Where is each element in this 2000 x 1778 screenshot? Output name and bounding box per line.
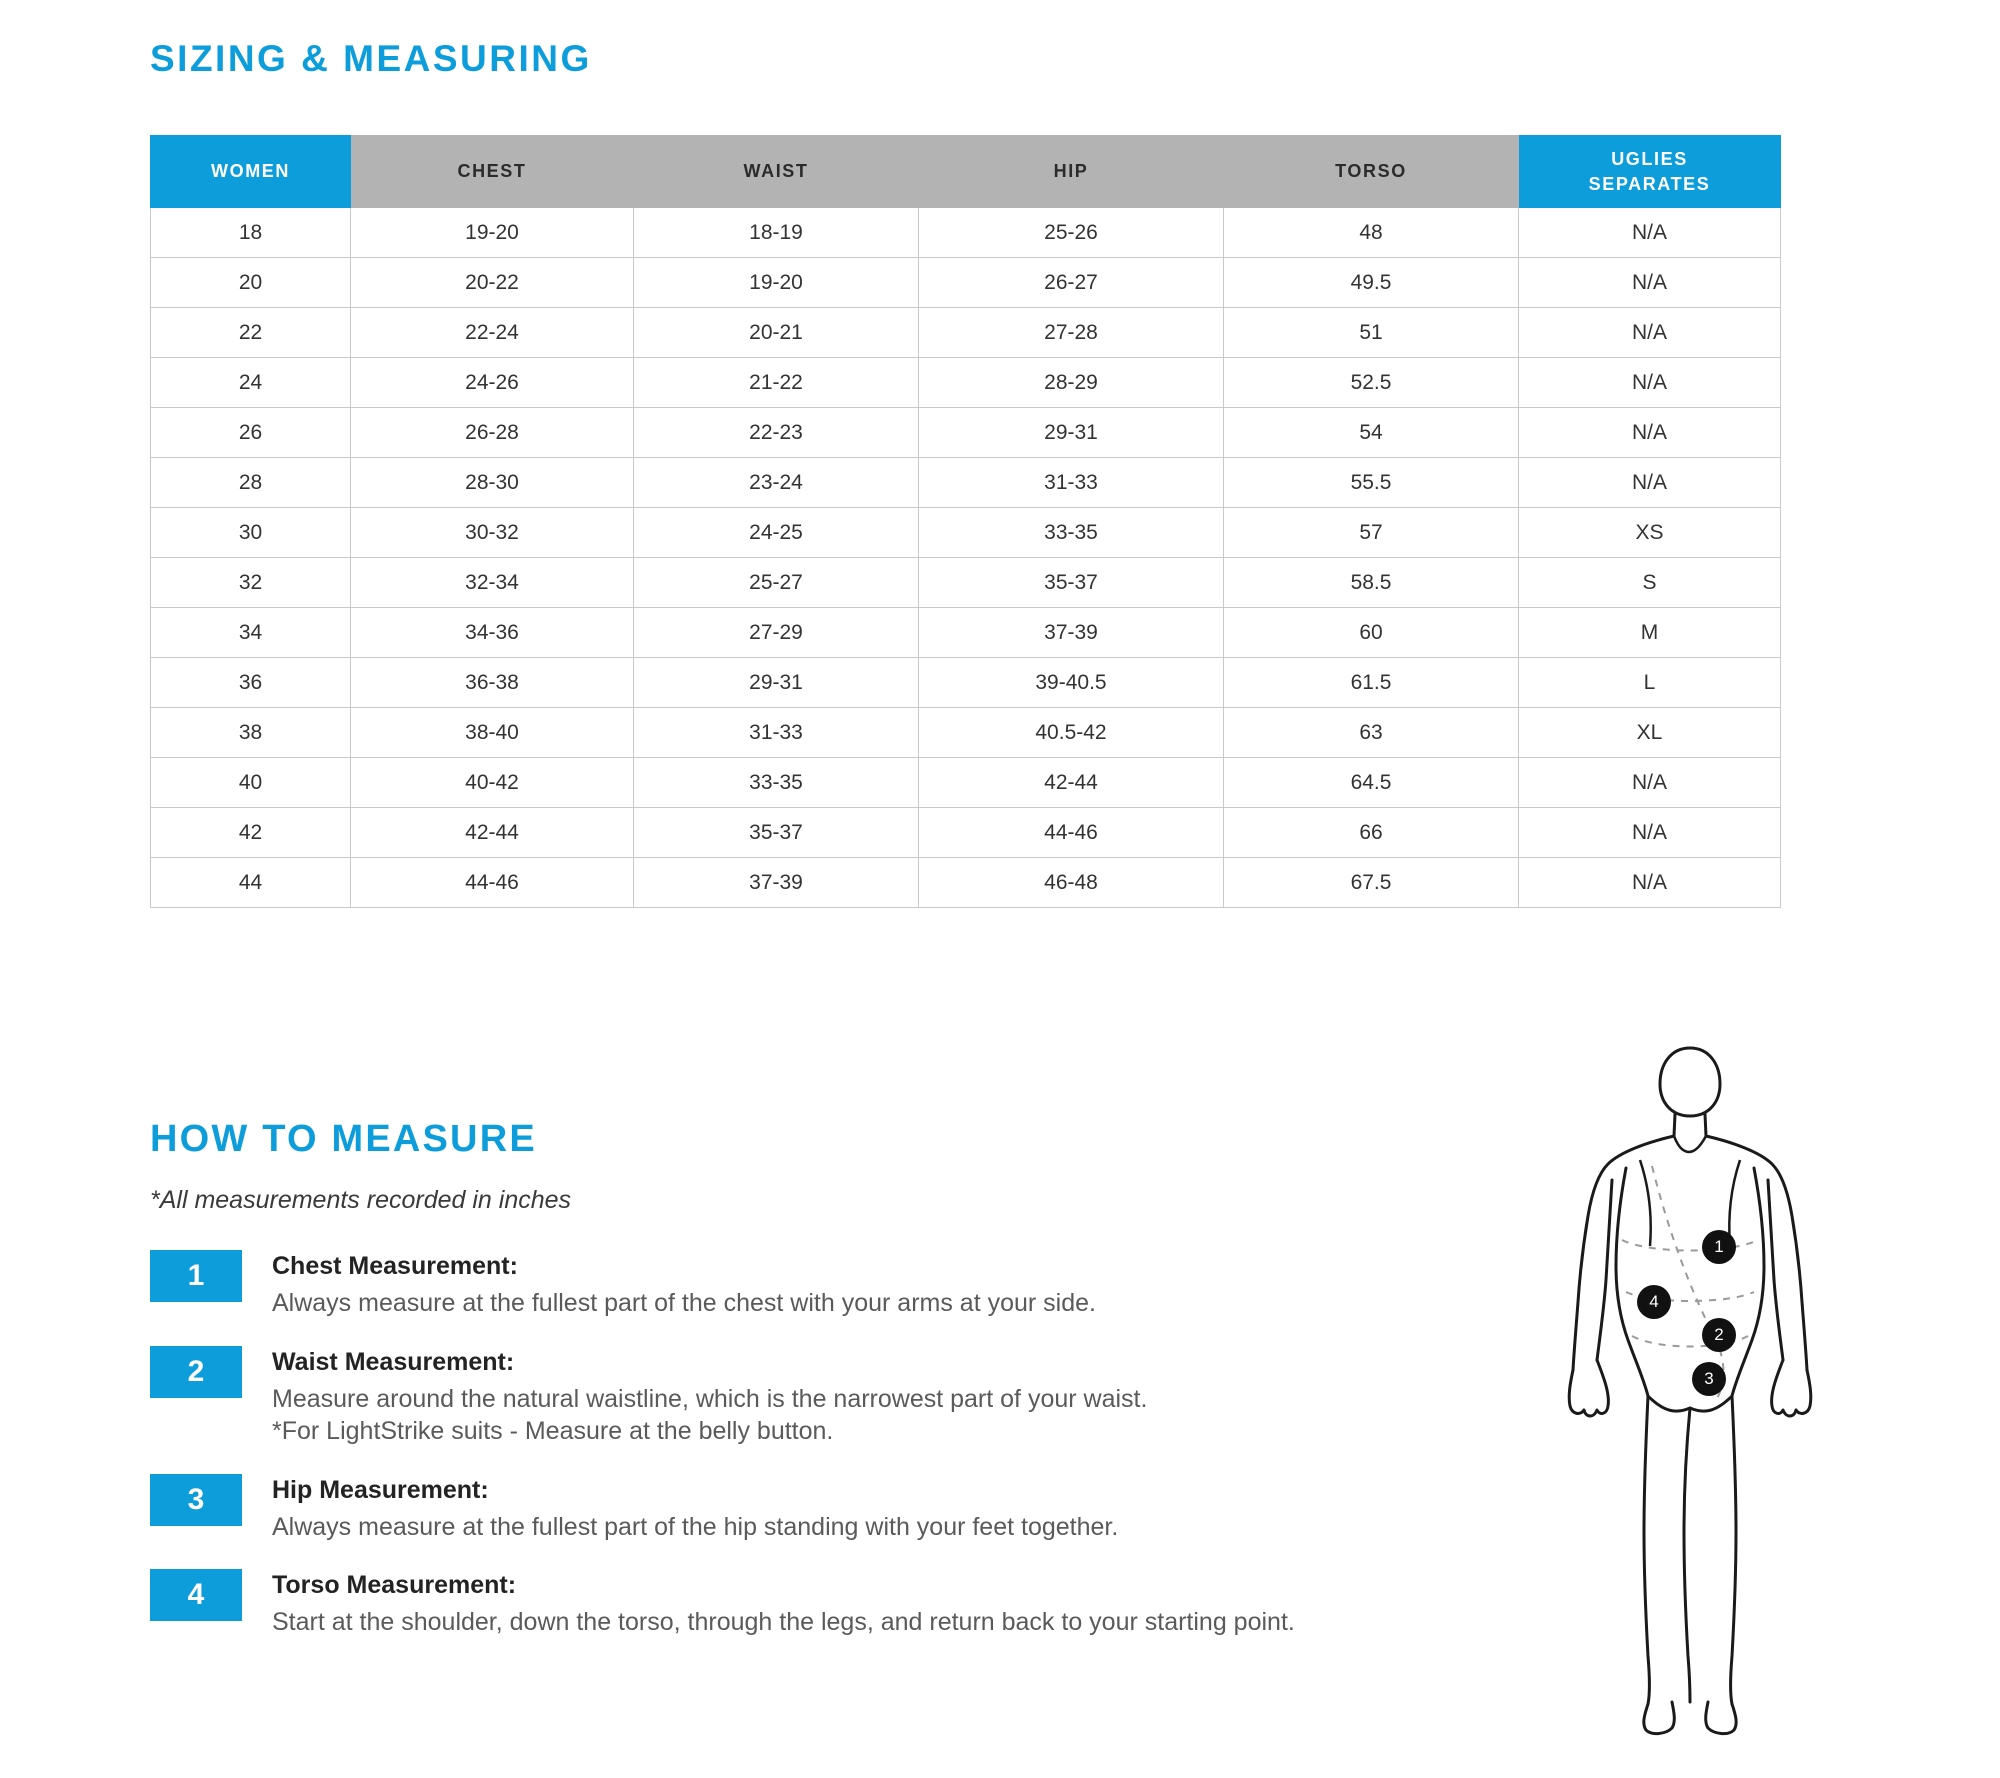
cell-uglies: S — [1519, 558, 1781, 608]
column-header-uglies-separates — [1519, 136, 1781, 208]
cell-torso: 55.5 — [1224, 458, 1519, 508]
figure-badge-chest: 1 — [1702, 1230, 1736, 1264]
cell-waist: 20-21 — [634, 308, 919, 358]
list-item — [150, 1569, 1510, 1639]
cell-women: 20 — [151, 258, 351, 308]
cell-uglies: M — [1519, 608, 1781, 658]
measurement-figure — [1540, 1040, 1840, 1740]
cell-chest: 19-20 — [351, 208, 634, 258]
cell-hip: 28-29 — [919, 358, 1224, 408]
cell-torso: 51 — [1224, 308, 1519, 358]
cell-torso: 54 — [1224, 408, 1519, 458]
cell-waist: 22-23 — [634, 408, 919, 458]
cell-torso: 61.5 — [1224, 658, 1519, 708]
table-row — [151, 508, 1781, 558]
figure-badge-waist: 2 — [1702, 1318, 1736, 1352]
cell-hip: 31-33 — [919, 458, 1224, 508]
table-row — [151, 808, 1781, 858]
step-number-badge-3: 3 — [150, 1474, 242, 1526]
step-number-badge-4: 4 — [150, 1569, 242, 1621]
body-diagram-icon — [1540, 1040, 1840, 1740]
step-body — [272, 1346, 1147, 1448]
cell-hip: 35-37 — [919, 558, 1224, 608]
cell-torso: 63 — [1224, 708, 1519, 758]
table-row — [151, 408, 1781, 458]
cell-chest: 44-46 — [351, 858, 634, 908]
cell-uglies: N/A — [1519, 258, 1781, 308]
cell-women: 32 — [151, 558, 351, 608]
size-chart-container — [150, 135, 1780, 908]
uglies-line-1: UGLIES — [1611, 149, 1688, 170]
cell-hip: 44-46 — [919, 808, 1224, 858]
cell-waist: 23-24 — [634, 458, 919, 508]
cell-chest: 42-44 — [351, 808, 634, 858]
column-header-torso: TORSO — [1224, 136, 1519, 208]
step-body — [272, 1569, 1295, 1639]
cell-uglies: N/A — [1519, 208, 1781, 258]
cell-chest: 26-28 — [351, 408, 634, 458]
cell-torso: 66 — [1224, 808, 1519, 858]
cell-torso: 64.5 — [1224, 758, 1519, 808]
cell-waist: 18-19 — [634, 208, 919, 258]
step-heading: Waist Measurement: — [272, 1347, 515, 1376]
cell-torso: 67.5 — [1224, 858, 1519, 908]
list-item — [150, 1250, 1510, 1320]
cell-waist: 37-39 — [634, 858, 919, 908]
cell-waist: 21-22 — [634, 358, 919, 408]
cell-uglies: XL — [1519, 708, 1781, 758]
cell-uglies: L — [1519, 658, 1781, 708]
cell-women: 18 — [151, 208, 351, 258]
column-header-waist: WAIST — [634, 136, 919, 208]
cell-women: 26 — [151, 408, 351, 458]
step-heading: Torso Measurement: — [272, 1571, 517, 1599]
cell-torso: 60 — [1224, 608, 1519, 658]
column-header-women: WOMEN — [151, 136, 351, 208]
column-header-chest: CHEST — [351, 136, 634, 208]
cell-women: 30 — [151, 508, 351, 558]
cell-women: 38 — [151, 708, 351, 758]
table-row — [151, 658, 1781, 708]
cell-hip: 29-31 — [919, 408, 1224, 458]
step-text: Always measure at the fullest part of the chest with your arms at your side. — [272, 1289, 1096, 1317]
step-body — [272, 1250, 1096, 1320]
measurement-steps-list — [150, 1250, 1510, 1665]
cell-women: 44 — [151, 858, 351, 908]
cell-uglies: XS — [1519, 508, 1781, 558]
column-header-hip: HIP — [919, 136, 1224, 208]
step-body — [272, 1474, 1118, 1544]
table-row — [151, 308, 1781, 358]
cell-torso: 48 — [1224, 208, 1519, 258]
cell-torso: 57 — [1224, 508, 1519, 558]
cell-chest: 38-40 — [351, 708, 634, 758]
measurement-units-note: *All measurements recorded in inches — [150, 1186, 572, 1214]
cell-women: 22 — [151, 308, 351, 358]
cell-waist: 27-29 — [634, 608, 919, 658]
cell-chest: 34-36 — [351, 608, 634, 658]
step-number-badge-2: 2 — [150, 1346, 242, 1398]
cell-torso: 52.5 — [1224, 358, 1519, 408]
cell-chest: 36-38 — [351, 658, 634, 708]
cell-waist: 35-37 — [634, 808, 919, 858]
cell-women: 34 — [151, 608, 351, 658]
step-text: Measure around the natural waistline, which is the narrowest part of your waist. — [272, 1384, 1148, 1413]
cell-hip: 39-40.5 — [919, 658, 1224, 708]
cell-chest: 24-26 — [351, 358, 634, 408]
step-heading: Hip Measurement: — [272, 1475, 489, 1504]
step-text: Start at the shoulder, down the torso, through the legs, and return back to your starting point. — [272, 1608, 1295, 1636]
cell-waist: 24-25 — [634, 508, 919, 558]
cell-waist: 25-27 — [634, 558, 919, 608]
figure-badge-hip: 3 — [1692, 1362, 1726, 1396]
cell-chest: 40-42 — [351, 758, 634, 808]
how-to-measure-title: HOW TO MEASURE — [150, 1118, 537, 1160]
step-text: Always measure at the fullest part of the hip standing with your feet together. — [272, 1512, 1119, 1541]
cell-hip: 25-26 — [919, 208, 1224, 258]
table-row — [151, 208, 1781, 258]
cell-waist: 19-20 — [634, 258, 919, 308]
cell-waist: 33-35 — [634, 758, 919, 808]
table-row — [151, 458, 1781, 508]
cell-waist: 31-33 — [634, 708, 919, 758]
size-chart-table — [150, 135, 1781, 908]
table-header-row — [151, 136, 1781, 208]
cell-women: 40 — [151, 758, 351, 808]
cell-uglies: N/A — [1519, 858, 1781, 908]
step-subtext: *For LightStrike suits - Measure at the belly button. — [272, 1417, 834, 1445]
cell-uglies: N/A — [1519, 458, 1781, 508]
cell-hip: 33-35 — [919, 508, 1224, 558]
step-heading: Chest Measurement: — [272, 1252, 518, 1280]
cell-chest: 22-24 — [351, 308, 634, 358]
cell-chest: 28-30 — [351, 458, 634, 508]
cell-women: 42 — [151, 808, 351, 858]
table-row — [151, 358, 1781, 408]
cell-waist: 29-31 — [634, 658, 919, 708]
list-item — [150, 1474, 1510, 1544]
cell-uglies: N/A — [1519, 758, 1781, 808]
table-row — [151, 258, 1781, 308]
step-number-badge-1: 1 — [150, 1250, 242, 1302]
cell-hip: 42-44 — [919, 758, 1224, 808]
cell-torso: 49.5 — [1224, 258, 1519, 308]
figure-badge-torso: 4 — [1637, 1285, 1671, 1319]
table-row — [151, 858, 1781, 908]
cell-chest: 20-22 — [351, 258, 634, 308]
cell-women: 24 — [151, 358, 351, 408]
cell-uglies: N/A — [1519, 408, 1781, 458]
uglies-line-2: SEPARATES — [1588, 173, 1711, 194]
cell-hip: 26-27 — [919, 258, 1224, 308]
table-row — [151, 708, 1781, 758]
table-row — [151, 608, 1781, 658]
cell-hip: 37-39 — [919, 608, 1224, 658]
cell-hip: 46-48 — [919, 858, 1224, 908]
cell-uglies: N/A — [1519, 358, 1781, 408]
cell-uglies: N/A — [1519, 308, 1781, 358]
table-row — [151, 758, 1781, 808]
cell-chest: 32-34 — [351, 558, 634, 608]
cell-hip: 27-28 — [919, 308, 1224, 358]
list-item — [150, 1346, 1510, 1448]
cell-uglies: N/A — [1519, 808, 1781, 858]
cell-torso: 58.5 — [1224, 558, 1519, 608]
cell-hip: 40.5-42 — [919, 708, 1224, 758]
page-title: SIZING & MEASURING — [150, 38, 592, 79]
cell-women: 28 — [151, 458, 351, 508]
table-row — [151, 558, 1781, 608]
cell-chest: 30-32 — [351, 508, 634, 558]
cell-women: 36 — [151, 658, 351, 708]
